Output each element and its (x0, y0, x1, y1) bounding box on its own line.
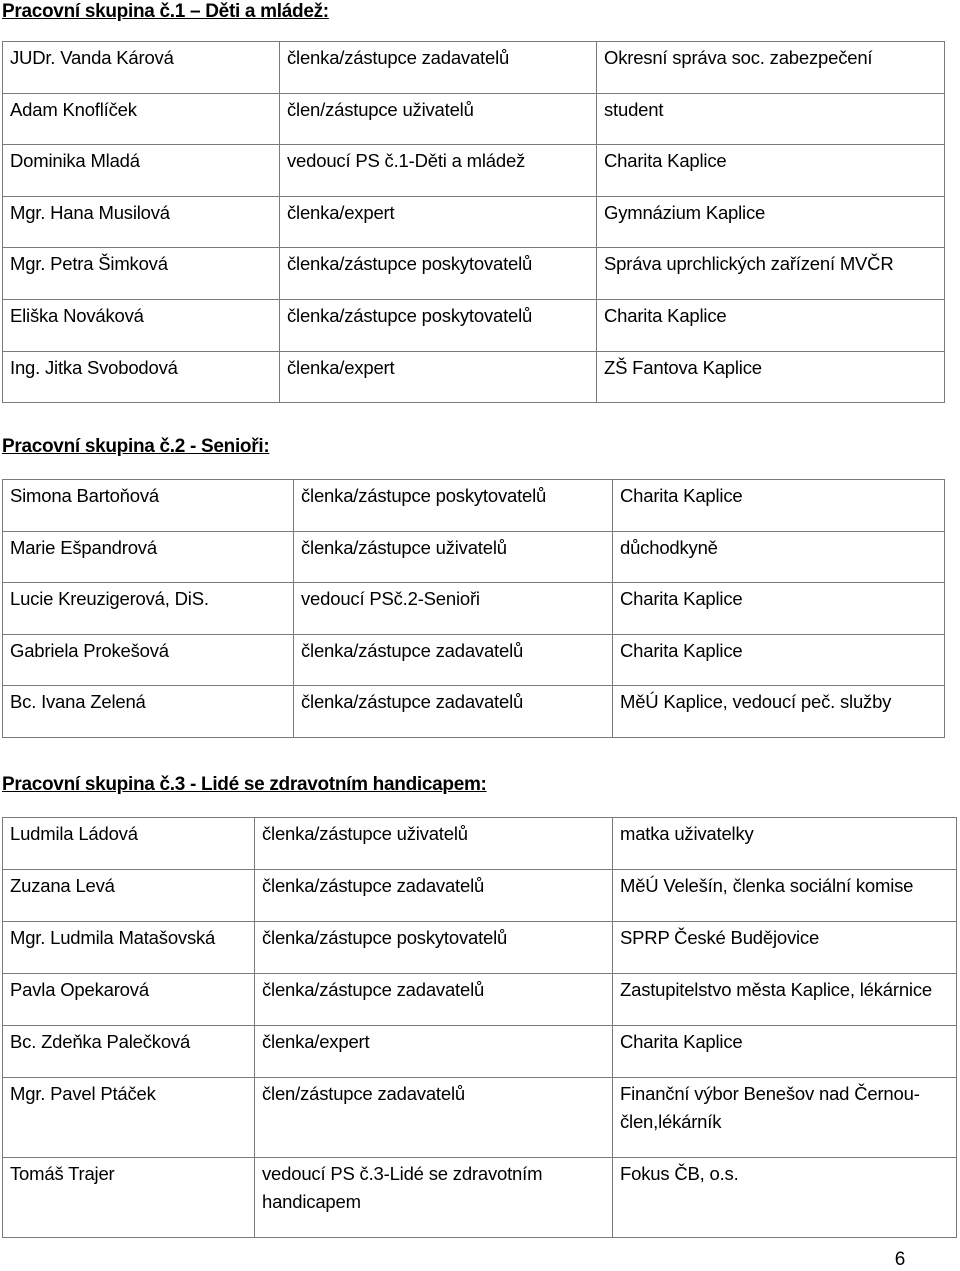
member-name: Mgr. Hana Musilová (3, 196, 280, 248)
member-role: členka/zástupce poskytovatelů (294, 480, 613, 532)
member-name: Marie Ešpandrová (3, 531, 294, 583)
member-name: Tomáš Trajer (3, 1158, 255, 1238)
table-row (3, 1026, 957, 1078)
member-role: člen/zástupce uživatelů (280, 93, 597, 145)
member-organization: student (597, 93, 945, 145)
member-name: Zuzana Levá (3, 870, 255, 922)
member-role: členka/expert (280, 196, 597, 248)
member-name: Gabriela Prokešová (3, 634, 294, 686)
member-organization: důchodkyně (613, 531, 945, 583)
member-name: Simona Bartoňová (3, 480, 294, 532)
member-role: vedoucí PS č.1-Děti a mládež (280, 145, 597, 197)
group-2-table (2, 479, 945, 738)
member-role: členka/zástupce zadavatelů (255, 974, 613, 1026)
member-organization: Gymnázium Kaplice (597, 196, 945, 248)
table-row (3, 818, 957, 870)
table-row (3, 480, 945, 532)
member-name: Mgr. Petra Šimková (3, 248, 280, 300)
member-role: člen/zástupce zadavatelů (255, 1078, 613, 1158)
member-name: JUDr. Vanda Kárová (3, 42, 280, 94)
member-role: členka/zástupce zadavatelů (294, 686, 613, 738)
member-name: Eliška Nováková (3, 299, 280, 351)
member-organization: Okresní správa soc. zabezpečení (597, 42, 945, 94)
member-role: členka/zástupce poskytovatelů (255, 922, 613, 974)
table-row (3, 196, 945, 248)
member-name: Mgr. Ludmila Matašovská (3, 922, 255, 974)
member-organization: Finanční výbor Benešov nad Černou-člen,lékárník (613, 1078, 957, 1158)
member-organization: Charita Kaplice (613, 1026, 957, 1078)
member-organization: Fokus ČB, o.s. (613, 1158, 957, 1238)
member-role: členka/zástupce zadavatelů (255, 870, 613, 922)
table-row (3, 299, 945, 351)
group-3-table (2, 817, 957, 1238)
member-name: Mgr. Pavel Ptáček (3, 1078, 255, 1158)
member-organization: SPRP České Budějovice (613, 922, 957, 974)
member-name: Adam Knoflíček (3, 93, 280, 145)
table-row (3, 145, 945, 197)
member-role: členka/zástupce zadavatelů (280, 42, 597, 94)
group-3-heading: Pracovní skupina č.3 - Lidé se zdravotním handicapem: (2, 774, 487, 795)
member-role: vedoucí PSč.2-Senioři (294, 583, 613, 635)
member-organization: Charita Kaplice (613, 583, 945, 635)
table-row (3, 634, 945, 686)
member-organization: Charita Kaplice (613, 634, 945, 686)
table-row (3, 93, 945, 145)
member-role: členka/zástupce poskytovatelů (280, 299, 597, 351)
member-organization: MěÚ Velešín, členka sociální komise (613, 870, 957, 922)
member-name: Ing. Jitka Svobodová (3, 351, 280, 403)
member-name: Bc. Ivana Zelená (3, 686, 294, 738)
member-organization: ZŠ Fantova Kaplice (597, 351, 945, 403)
table-row (3, 531, 945, 583)
table-row (3, 1158, 957, 1238)
member-organization: Charita Kaplice (613, 480, 945, 532)
group-1-heading: Pracovní skupina č.1 – Děti a mládež: (2, 1, 329, 22)
member-organization: matka uživatelky (613, 818, 957, 870)
member-organization: MěÚ Kaplice, vedoucí peč. služby (613, 686, 945, 738)
member-role: členka/zástupce uživatelů (294, 531, 613, 583)
table-row (3, 1078, 957, 1158)
member-organization: Charita Kaplice (597, 145, 945, 197)
table-row (3, 42, 945, 94)
page-number: 6 (894, 1249, 906, 1270)
member-role: členka/zástupce zadavatelů (294, 634, 613, 686)
member-organization: Zastupitelstvo města Kaplice, lékárnice (613, 974, 957, 1026)
table-row (3, 974, 957, 1026)
member-role: členka/expert (280, 351, 597, 403)
member-role: členka/expert (255, 1026, 613, 1078)
member-name: Ludmila Ládová (3, 818, 255, 870)
table-row (3, 870, 957, 922)
member-role: členka/zástupce uživatelů (255, 818, 613, 870)
member-organization: Charita Kaplice (597, 299, 945, 351)
group-2-heading: Pracovní skupina č.2 - Senioři: (2, 436, 270, 457)
group-1-table (2, 41, 945, 403)
member-name: Dominika Mladá (3, 145, 280, 197)
table-row (3, 248, 945, 300)
table-row (3, 583, 945, 635)
table-row (3, 686, 945, 738)
member-organization: Správa uprchlických zařízení MVČR (597, 248, 945, 300)
member-name: Pavla Opekarová (3, 974, 255, 1026)
member-role: členka/zástupce poskytovatelů (280, 248, 597, 300)
member-role: vedoucí PS č.3-Lidé se zdravotním handicapem (255, 1158, 613, 1238)
member-name: Lucie Kreuzigerová, DiS. (3, 583, 294, 635)
member-name: Bc. Zdeňka Palečková (3, 1026, 255, 1078)
table-row (3, 351, 945, 403)
table-row (3, 922, 957, 974)
